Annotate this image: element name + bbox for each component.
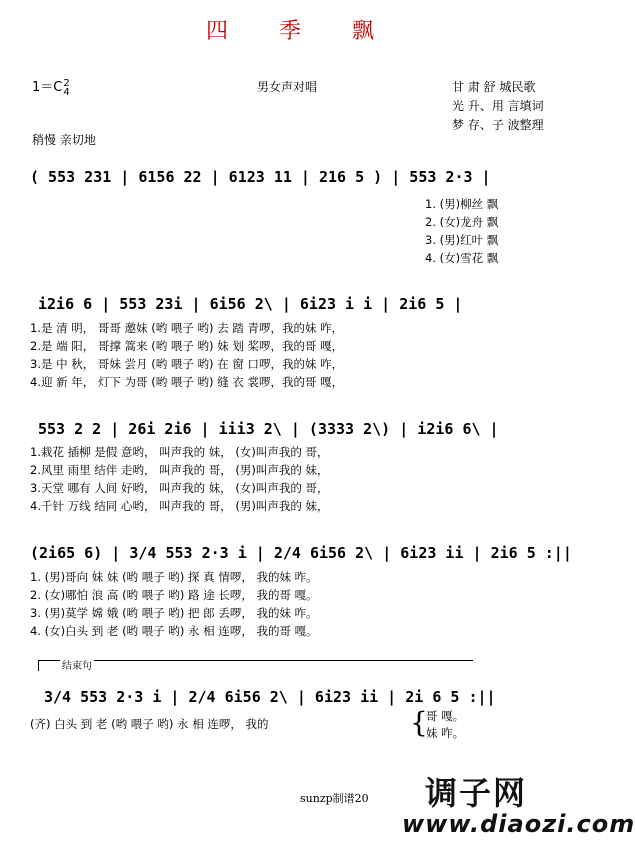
verse-intro: 2. (女)龙舟 飘 xyxy=(425,215,499,229)
performance-type: 男女声对唱 xyxy=(257,80,318,94)
page-title: 四 季 飘 xyxy=(206,19,396,44)
credit-line: 光 升、用 言填词 xyxy=(452,99,544,113)
credit-line: 梦 存、子 波整理 xyxy=(452,118,544,132)
lyric-line: 4.千针 万线 结同 心哟， 叫声我的 哥， (男)叫声我的 妹， xyxy=(30,499,329,513)
lyric-line: 2.是 端 阳， 哥撑 篙来 (哟 喂子 哟) 妹 划 桨啰，我的哥 嘎， xyxy=(30,339,344,353)
notation-line: i2i6 6 | 553 23i | 6i56 2\ | 6i23 i i | 2i6 5 | xyxy=(38,295,463,313)
lyric-line: 3.是 中 秋， 哥妹 尝月 (哟 喂子 哟) 在 窗 口啰，我的妹 咋， xyxy=(30,357,344,371)
lyric-line: 1. (男)哥向 妹 妹 (哟 喂子 哟) 探 真 情啰， 我的妹 咋。 xyxy=(30,570,318,584)
footer-credit: sunzp制谱20 xyxy=(300,792,369,805)
tempo-marking: 稍慢 亲切地 xyxy=(32,133,96,147)
lyric-line: 1.栽花 插柳 是假 意哟， 叫声我的 妹， (女)叫声我的 哥， xyxy=(30,445,329,459)
notation-line: 553 2 2 | 26i 2i6 | iii3 2\ | (3333 2\) | i2i6 6\ | xyxy=(38,420,499,438)
time-signature xyxy=(63,79,69,97)
lyric-ending: 妹 咋。 xyxy=(426,726,465,740)
watermark-logo: 调子网 xyxy=(425,774,528,812)
key-signature xyxy=(32,76,70,97)
ending-bracket xyxy=(38,660,473,671)
verse-intro: 1. (男)柳丝 飘 xyxy=(425,197,499,211)
lyric-line: (齐) 白头 到 老 (哟 喂子 哟) 永 相 连啰， 我的 xyxy=(30,717,269,731)
lyric-line: 2.风里 雨里 结伴 走哟， 叫声我的 哥， (男)叫声我的 妹， xyxy=(30,463,329,477)
brace-glyph: { xyxy=(410,706,428,739)
verse-intro: 4. (女)雪花 飘 xyxy=(425,251,499,265)
lyric-line: 4. (女)白头 到 老 (哟 喂子 哟) 永 相 连啰， 我的哥 嘎。 xyxy=(30,624,318,638)
lyric-line: 4.迎 新 年， 灯下 为哥 (哟 喂子 哟) 缝 衣 裳啰，我的哥 嘎， xyxy=(30,375,344,389)
key-prefix: 1＝C xyxy=(32,80,63,95)
verse-intro: 3. (男)红叶 飘 xyxy=(425,233,499,247)
notation-line: (2i65 6) | 3/4 553 2·3 i | 2/4 6i56 2\ | 6i23 ii | 2i6 5 :|| xyxy=(30,544,572,562)
notation-line: 3/4 553 2·3 i | 2/4 6i56 2\ | 6i23 ii | 2i 6 5 :|| xyxy=(44,688,496,706)
ending-label: 结束句 xyxy=(60,657,94,672)
watermark-url: www.diaozi.com xyxy=(402,810,635,838)
lyric-line: 3.天堂 哪有 人间 好哟， 叫声我的 妹， (女)叫声我的 哥， xyxy=(30,481,329,495)
time-bottom: 4 xyxy=(63,86,70,98)
lyric-line: 3. (男)莫学 嫦 娥 (哟 喂子 哟) 把 郎 丢啰， 我的妹 咋。 xyxy=(30,606,318,620)
lyric-ending: 哥 嘎。 xyxy=(426,709,465,723)
notation-line: ( 553 231 | 6156 22 | 6123 11 | 216 5 ) | 553 2·3 | xyxy=(30,168,491,186)
time-top: 2 xyxy=(63,77,70,89)
credit-line: 甘 肃 舒 城民歌 xyxy=(452,80,536,94)
lyric-line: 2. (女)哪怕 浪 高 (哟 喂子 哟) 路 途 长啰， 我的哥 嘎。 xyxy=(30,588,318,602)
lyric-line: 1.是 清 明， 哥哥 邀妹 (哟 喂子 哟) 去 踏 青啰，我的妹 咋， xyxy=(30,321,344,335)
